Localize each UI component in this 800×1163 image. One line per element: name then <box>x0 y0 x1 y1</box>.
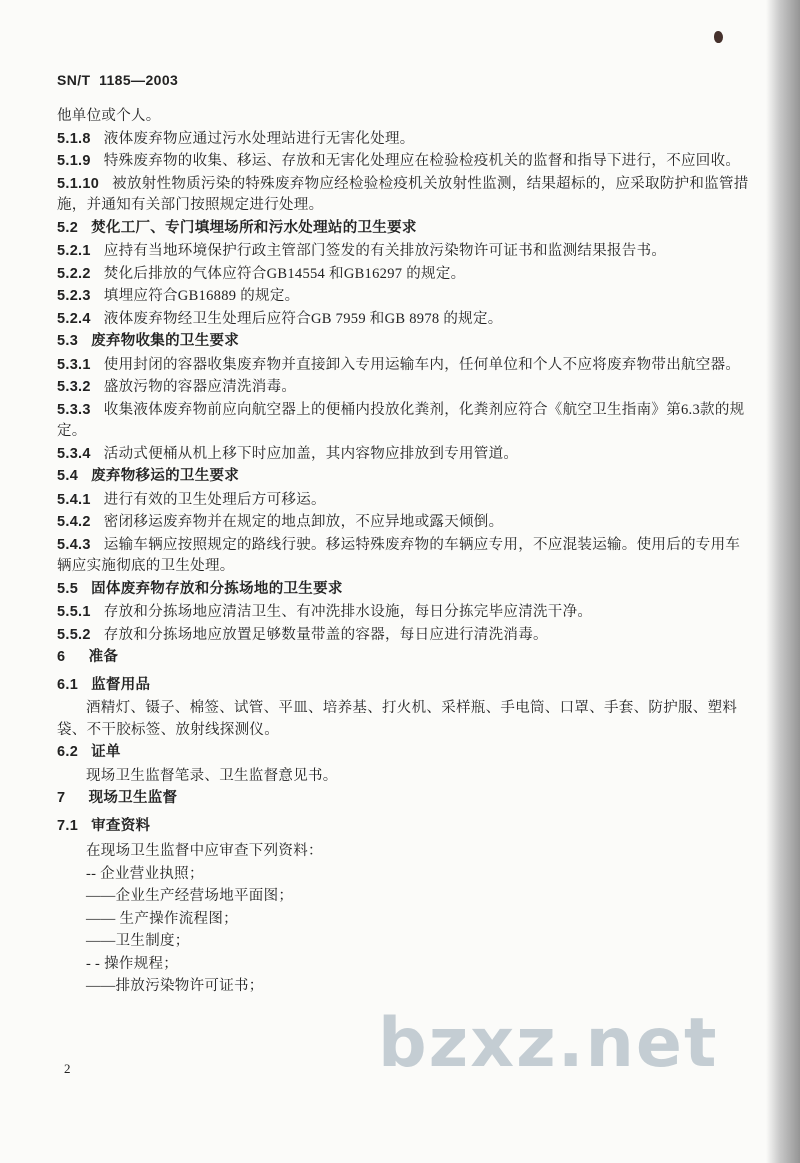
paragraph <box>57 625 749 647</box>
document-content <box>57 106 749 998</box>
paragraph <box>57 602 749 624</box>
clause-text: 废弃物移运的卫生要求 <box>91 468 240 484</box>
paragraph <box>57 490 749 512</box>
section-heading <box>57 579 749 601</box>
list-item: - - 操作规程； <box>86 955 179 972</box>
clause-number: 5.4.3 <box>57 536 91 553</box>
section-heading <box>57 788 749 810</box>
clause-text: 现场卫生监督 <box>88 790 178 806</box>
clause-text: 特殊废弃物的收集、移运、存放和无害化处理应在检验检疫机关的监督和指导下进行，不应回收。 <box>103 153 741 169</box>
paragraph <box>57 151 749 173</box>
clause-text: 填埋应符合GB16889 的规定。 <box>103 288 300 304</box>
clause-text: 液体废弃物经卫生处理后应符合GB 7959 和GB 8978 的规定。 <box>103 310 503 327</box>
clause-number: 5.2.3 <box>57 288 91 304</box>
clause-number: 6 <box>57 649 66 665</box>
clause-number: 5.5 <box>57 580 79 597</box>
clause-text: 存放和分拣场地应清洁卫生、有冲洗排水设施，每日分拣完毕应清洗干净。 <box>103 604 593 620</box>
paragraph: 在现场卫生监督中应审查下列资料： <box>86 843 323 859</box>
clause-number: 5.4.2 <box>57 514 91 530</box>
paragraph <box>57 174 749 217</box>
clause-text: 使用封闭的容器收集废弃物并直接卸入专用运输车内，任何单位和个人不应将废弃物带出航空器。 <box>103 356 741 373</box>
section-heading <box>57 816 749 838</box>
clause-text: 进行有效的卫生处理后方可移运。 <box>103 491 326 508</box>
clause-text: 液体废弃物应通过污水处理站进行无害化处理。 <box>103 130 415 147</box>
paragraph <box>57 129 749 151</box>
paragraph <box>57 377 749 399</box>
standard-number: SN/T 1185—2003 <box>57 72 179 88</box>
section-heading <box>57 466 749 488</box>
clause-text: 存放和分拣场地应放置足够数量带盖的容器，每日应进行清洗消毒。 <box>103 626 548 643</box>
clause-text: 固体废弃物存放和分拣场地的卫生要求 <box>91 580 343 597</box>
clause-text: 准备 <box>88 649 119 665</box>
clause-text: 焚化后排放的气体应符合GB14554 和GB16297 的规定。 <box>103 265 466 282</box>
clause-number: 5.2 <box>57 219 79 236</box>
paragraph <box>57 400 749 443</box>
clause-number: 5.5.1 <box>57 604 91 620</box>
paragraph: 他单位或个人。 <box>57 108 161 124</box>
clause-text: 被放射性物质污染的特殊废弃物应经检验检疫机关放射性监测，结果超标的，应采取防护和监管措施，并通知有关部门按照规定进行处理。 <box>57 175 749 213</box>
clause-text: 应持有当地环境保护行政主管部门签发的有关排放污染物许可证书和监测结果报告书。 <box>103 243 667 259</box>
clause-text: 活动式便桶从机上移下时应加盖，其内容物应排放到专用管道。 <box>103 445 519 462</box>
list-item: ——排放污染物许可证书； <box>86 978 264 994</box>
clause-number: 5.3.3 <box>57 401 91 418</box>
clause-number: 5.2.2 <box>57 265 91 282</box>
clause-text: 密闭移运废弃物并在规定的地点卸放，不应异地或露天倾倒。 <box>103 514 504 530</box>
clause-number: 5.1.10 <box>57 175 100 192</box>
section-heading <box>57 742 749 764</box>
clause-number: 5.5.2 <box>57 626 91 643</box>
clause-number: 5.3 <box>57 333 79 349</box>
list-item: ——卫生制度； <box>86 933 190 949</box>
page-number: 2 <box>64 1061 71 1076</box>
clause-number: 5.3.1 <box>57 356 91 373</box>
paragraph: 现场卫生监督笔录、卫生监督意见书。 <box>86 767 338 784</box>
clause-text: 运输车辆应按照规定的路线行驶。移运特殊废弃物的车辆应专用，不应混装运输。使用后的专用车辆应实施彻底的卫生处理。 <box>57 536 741 574</box>
clause-number: 6.1 <box>57 676 79 693</box>
paragraph <box>57 264 749 286</box>
section-heading <box>57 218 749 240</box>
paragraph <box>57 286 749 308</box>
watermark: bzxz.net <box>378 1004 719 1083</box>
paragraph <box>57 355 749 377</box>
paragraph <box>57 512 749 534</box>
clause-number: 7 <box>57 790 66 806</box>
clause-number: 5.2.1 <box>57 243 91 259</box>
clause-text: 收集液体废弃物前应向航空器上的便桶内投放化粪剂，化粪剂应符合《航空卫生指南》第6.3款的规定。 <box>57 401 745 439</box>
clause-text: 焚化工厂、专门填埋场所和污水处理站的卫生要求 <box>91 219 417 236</box>
clause-text: 审查资料 <box>91 817 151 834</box>
list-item: —— 生产操作流程图； <box>86 910 238 927</box>
clause-text: 盛放污物的容器应清洗消毒。 <box>103 379 297 395</box>
clause-number: 5.4.1 <box>57 491 91 508</box>
paragraph: 酒精灯、镊子、棉签、试管、平皿、培养基、打火机、采样瓶、手电筒、口罩、手套、防护服、塑料袋、不干胶标签、放射线探测仪。 <box>57 700 738 738</box>
paragraph <box>57 309 749 331</box>
paragraph <box>57 241 749 263</box>
clause-text: 监督用品 <box>91 676 151 693</box>
paragraph <box>57 444 749 466</box>
clause-number: 5.3.4 <box>57 445 91 462</box>
corner-ink-mark <box>714 31 723 43</box>
clause-text: 废弃物收集的卫生要求 <box>91 333 240 349</box>
clause-number: 5.3.2 <box>57 379 91 395</box>
clause-text: 证单 <box>91 744 121 760</box>
section-heading <box>57 675 749 697</box>
scan-edge-shadow <box>766 0 800 1163</box>
list-item: ——企业生产经营场地平面图； <box>86 888 294 904</box>
clause-number: 6.2 <box>57 744 79 760</box>
paragraph <box>57 535 749 578</box>
clause-number: 7.1 <box>57 817 79 834</box>
clause-number: 5.4 <box>57 468 79 484</box>
clause-number: 5.1.9 <box>57 153 91 169</box>
clause-number: 5.1.8 <box>57 130 91 147</box>
clause-number: 5.2.4 <box>57 310 91 327</box>
section-heading <box>57 647 749 669</box>
section-heading <box>57 331 749 353</box>
list-item: -- 企业营业执照； <box>86 865 204 882</box>
